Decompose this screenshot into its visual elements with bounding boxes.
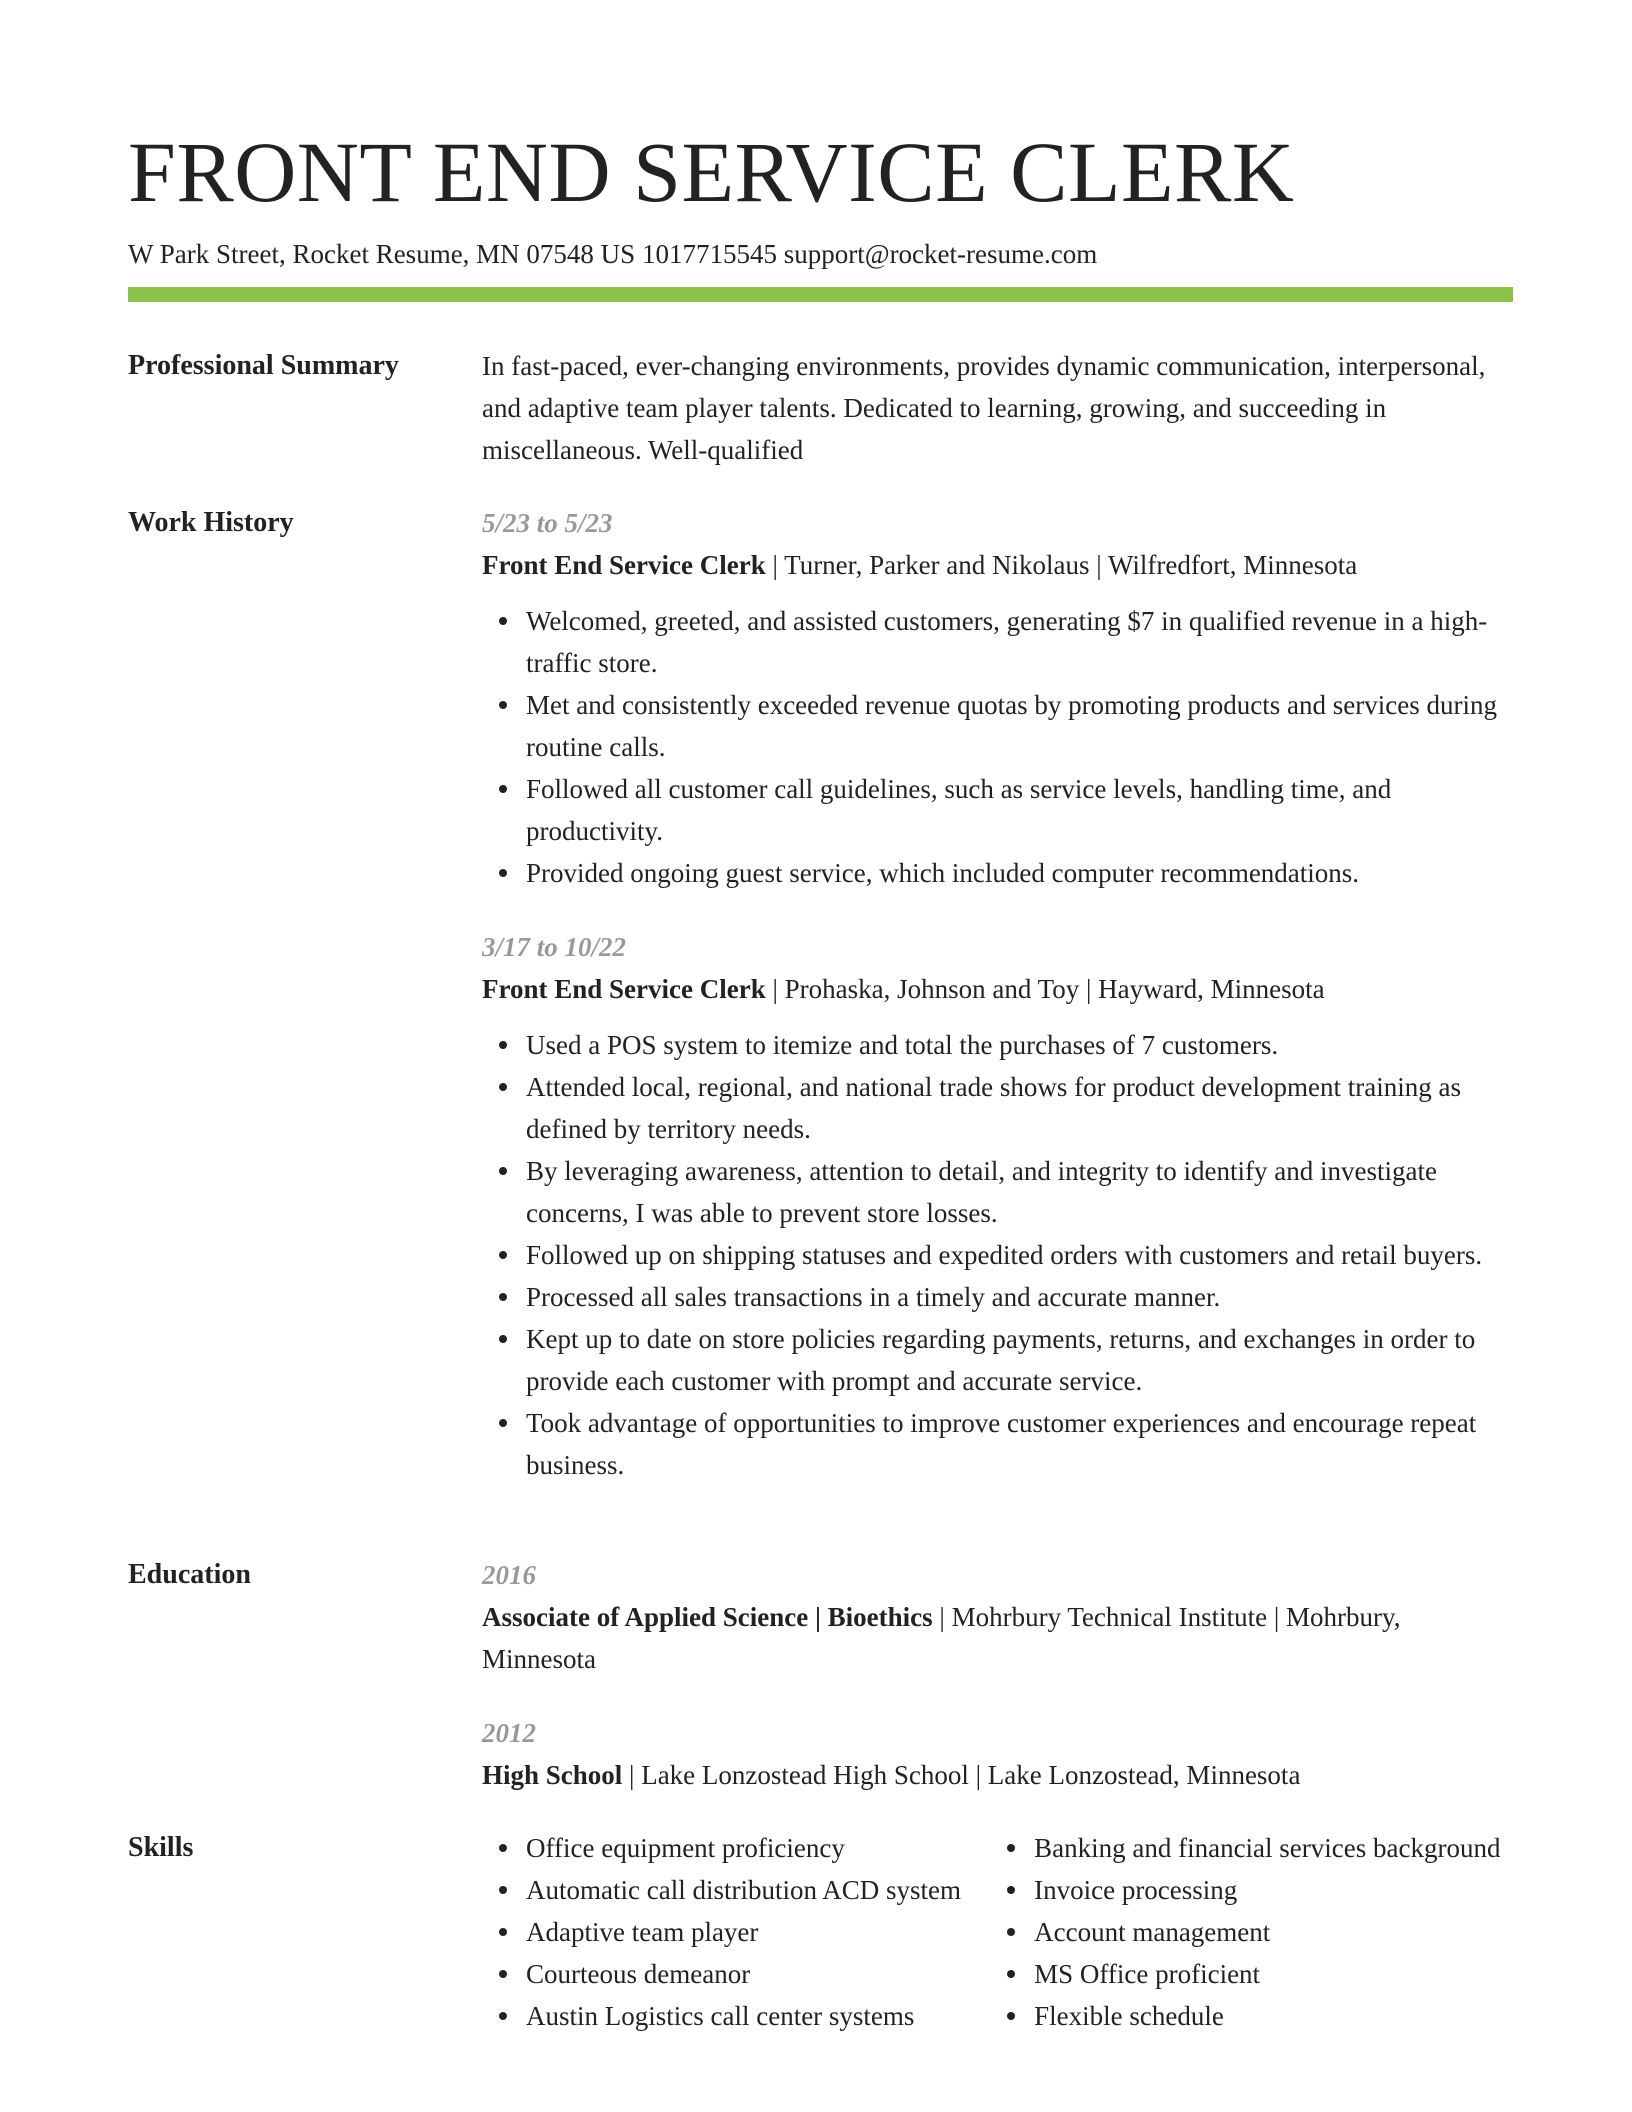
job-bullets: [482, 1024, 1512, 1486]
education-school-location: | Mohrbury Technical Institute | Mohrbury, Minnesota: [482, 1602, 1401, 1674]
job-bullet: Followed up on shipping statuses and expedited orders with customers and retail buyers.: [526, 1234, 1512, 1276]
work-history-heading: Work History: [128, 507, 294, 538]
job-bullet: Provided ongoing guest service, which included computer recommendations.: [526, 852, 1512, 894]
skills-columns: [482, 1827, 1512, 2037]
education-degree: High School: [482, 1760, 623, 1790]
education-year: 2016: [482, 1560, 536, 1590]
candidate-name: FRONT END SERVICE CLERK: [128, 124, 1295, 220]
skill-item: Office equipment proficiency: [526, 1827, 990, 1869]
contact-line: [128, 236, 1512, 272]
skill-item: Banking and financial services background: [1034, 1827, 1512, 1869]
skills-list-right: [990, 1827, 1512, 2037]
job-bullet: Processed all sales transactions in a timely and accurate manner.: [526, 1276, 1512, 1318]
job-title: Front End Service Clerk: [482, 974, 766, 1004]
skill-item: Automatic call distribution ACD system: [526, 1869, 990, 1911]
education-school-location: | Lake Lonzostead High School | Lake Lonzostead, Minnesota: [622, 1760, 1301, 1790]
education-line: [482, 1596, 1512, 1680]
contact-phone: 1017715545: [641, 239, 777, 269]
job-bullet: By leveraging awareness, attention to detail, and integrity to identify and investigate concerns, I was able to prevent store losses.: [526, 1150, 1512, 1234]
summary-heading: Professional Summary: [128, 350, 399, 381]
job-role-line: [482, 968, 1512, 1010]
education-heading: Education: [128, 1559, 251, 1590]
job-employer-location: | Turner, Parker and Nikolaus | Wilfredfort, Minnesota: [765, 550, 1358, 580]
job-entry: [482, 502, 1512, 894]
skill-item: Flexible schedule: [1034, 1995, 1512, 2037]
skill-item: Adaptive team player: [526, 1911, 990, 1953]
job-dates: 5/23 to 5/23: [482, 508, 613, 538]
job-bullets: [482, 600, 1512, 894]
job-bullet: Met and consistently exceeded revenue quotas by promoting products and services during routine calls.: [526, 684, 1512, 768]
job-bullet: Took advantage of opportunities to improve customer experiences and encourage repeat business.: [526, 1402, 1512, 1486]
skill-item: Account management: [1034, 1911, 1512, 1953]
skill-item: MS Office proficient: [1034, 1953, 1512, 1995]
header-divider: [128, 287, 1513, 302]
job-role-line: [482, 544, 1512, 586]
resume-header: [128, 122, 1512, 272]
education-degree: Associate of Applied Science | Bioethics: [482, 1602, 933, 1632]
job-employer-location: | Prohaska, Johnson and Toy | Hayward, Minnesota: [765, 974, 1325, 1004]
job-bullet: Welcomed, greeted, and assisted customers, generating $7 in qualified revenue in a high-traffic store.: [526, 600, 1512, 684]
contact-address: W Park Street, Rocket Resume, MN 07548 US: [128, 239, 636, 269]
skills-heading: Skills: [128, 1832, 194, 1863]
job-bullet: Used a POS system to itemize and total the purchases of 7 customers.: [526, 1024, 1512, 1066]
education-entry: [482, 1712, 1512, 1796]
education-line: [482, 1754, 1512, 1796]
job-bullet: Kept up to date on store policies regarding payments, returns, and exchanges in order to provide each customer with prompt and accurate service.: [526, 1318, 1512, 1402]
job-dates: 3/17 to 10/22: [482, 932, 627, 962]
job-entry: [482, 926, 1512, 1486]
job-bullet: Followed all customer call guidelines, such as service levels, handling time, and productivity.: [526, 768, 1512, 852]
education-entry: [482, 1554, 1512, 1680]
skill-item: Austin Logistics call center systems: [526, 1995, 990, 2037]
skill-item: Courteous demeanor: [526, 1953, 990, 1995]
job-title: Front End Service Clerk: [482, 550, 766, 580]
skill-item: Invoice processing: [1034, 1869, 1512, 1911]
contact-email: support@rocket-resume.com: [783, 239, 1098, 269]
summary-text: In fast-paced, ever-changing environments, provides dynamic communication, interpersonal, and adaptive team player talents. Dedicated to learning, growing, and succeeding in miscellaneous. Well-qualified: [482, 351, 1486, 465]
job-bullet: Attended local, regional, and national trade shows for product development training as defined by territory needs.: [526, 1066, 1512, 1150]
skills-list-left: [482, 1827, 990, 2037]
education-year: 2012: [482, 1718, 536, 1748]
